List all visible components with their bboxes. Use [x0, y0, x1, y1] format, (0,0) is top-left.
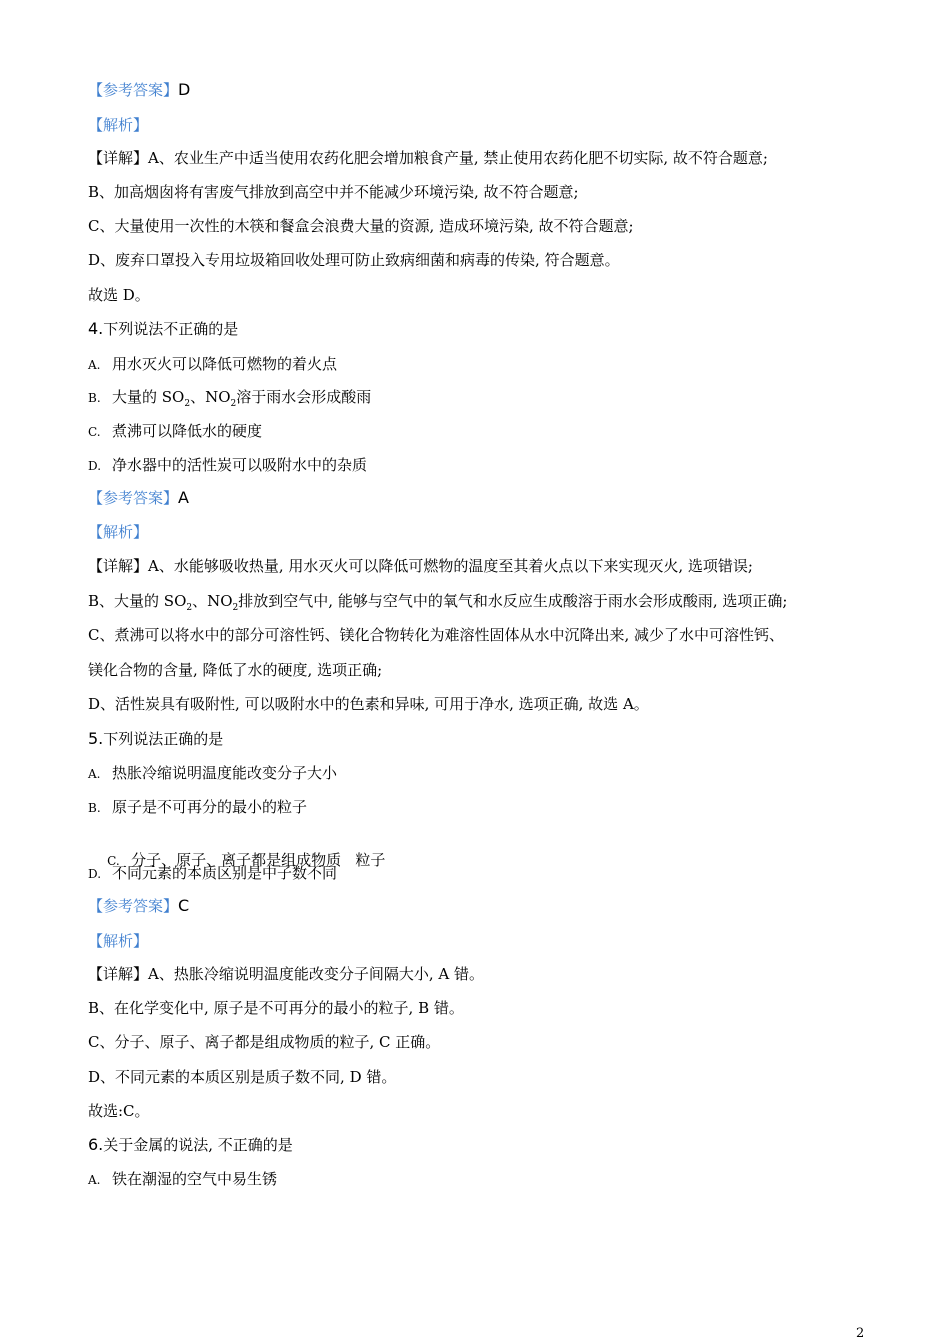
subscript: 2 [230, 399, 237, 409]
answer-tag: 【参考答案】 [88, 897, 179, 915]
q3-conclusion: 故选 D。 [88, 286, 150, 304]
option-letter: B. [88, 801, 101, 815]
detail-tag: 【详解】 [88, 965, 149, 983]
question-text: 下列说法不正确的是 [103, 320, 239, 338]
detail-text: 排放到空气中, 能够与空气中的氧气和水反应生成酸溶于雨水会形成酸雨, 选项正确; [238, 592, 788, 610]
answer-value: C [178, 896, 190, 915]
option-text: 用水灭火可以降低可燃物的着火点 [112, 355, 338, 373]
q4-analysis-tag: 【解析】 [88, 523, 149, 541]
option-letter: C. [88, 425, 101, 439]
option-text: 不同元素的本质区别是中子数不同 [112, 864, 338, 882]
subscript: 2 [184, 399, 191, 409]
answer-tag: 【参考答案】 [88, 81, 179, 99]
q5-option-b [88, 797, 878, 818]
question-text: 关于金属的说法, 不正确的是 [103, 1136, 293, 1154]
detail-text: 、NO [192, 592, 233, 610]
subscript: 2 [186, 603, 193, 613]
detail-text: A、水能够吸收热量, 用水灭火可以降低可燃物的温度至其着火点以下来实现灭火, 选项错误; [148, 557, 753, 575]
q4-answer-line [88, 488, 878, 508]
option-letter: C. [107, 854, 120, 868]
option-letter: D. [88, 459, 102, 473]
option-text: 净水器中的活性炭可以吸附水中的杂质 [112, 456, 368, 474]
q4-detail-line: C、煮沸可以将水中的部分可溶性钙、镁化合物转化为难溶性固体从水中沉降出来, 减少了水中可溶性钙、 [88, 626, 785, 644]
detail-tag: 【详解】 [88, 149, 149, 167]
question-text: 下列说法正确的是 [103, 730, 224, 748]
q6-stem [88, 1135, 878, 1155]
detail-text: A、农业生产中适当使用农药化肥会增加粮食产量, 禁止使用农药化肥不切实际, 故不符合题意; [148, 149, 768, 167]
option-text: 热胀冷缩说明温度能改变分子大小 [112, 764, 338, 782]
q3-detail-line: C、大量使用一次性的木筷和餐盒会浪费大量的资源, 造成环境污染, 故不符合题意; [88, 217, 634, 235]
q4-detail-line [88, 556, 878, 576]
option-text: 铁在潮湿的空气中易生锈 [112, 1170, 278, 1188]
option-letter: A. [88, 1173, 101, 1187]
detail-tag: 【详解】 [88, 557, 149, 575]
q4-detail-line [88, 591, 878, 618]
option-text: 大量的 SO [112, 388, 185, 406]
option-text: 原子是不可再分的最小的粒子 [112, 798, 308, 816]
q5-analysis-tag: 【解析】 [88, 932, 149, 950]
question-number: 4. [88, 319, 104, 338]
q3-analysis-tag: 【解析】 [88, 116, 149, 134]
answer-value: A [178, 488, 189, 507]
q5-conclusion: 故选:C。 [88, 1102, 150, 1120]
option-letter: B. [88, 391, 101, 405]
q3-answer-line [88, 80, 878, 100]
q5-detail-line: D、不同元素的本质区别是质子数不同, D 错。 [88, 1068, 397, 1086]
q5-detail-line: C、分子、原子、离子都是组成物质的粒子, C 正确。 [88, 1033, 441, 1051]
q5-detail-line: B、在化学变化中, 原子是不可再分的最小的粒子, B 错。 [88, 999, 464, 1017]
q5-detail-line [88, 964, 878, 984]
page-number: 2 [856, 1326, 865, 1341]
option-letter: A. [88, 358, 101, 372]
answer-tag: 【参考答案】 [88, 489, 179, 507]
q3-detail-line [88, 148, 878, 168]
option-text: 溶于雨水会形成酸雨 [236, 388, 372, 406]
q5-answer-line [88, 896, 878, 916]
detail-text: B、大量的 SO [88, 592, 187, 610]
q3-detail-line: D、废弃口罩投入专用垃圾箱回收处理可防止致病细菌和病毒的传染, 符合题意。 [88, 251, 620, 269]
q4-option-a [88, 354, 878, 375]
detail-text: A、热胀冷缩说明温度能改变分子间隔大小, A 错。 [148, 965, 484, 983]
q5-option-a [88, 763, 878, 784]
q4-option-b [88, 387, 878, 414]
q4-option-d [88, 455, 878, 476]
question-number: 5. [88, 729, 104, 748]
q4-stem [88, 319, 878, 339]
option-text: 分子、原子、离子都是组成物质 粒子 [131, 851, 386, 869]
q4-detail-line: 镁化合物的含量, 降低了水的硬度, 选项正确; [88, 661, 383, 679]
option-letter: D. [88, 867, 102, 881]
q6-option-a [88, 1169, 878, 1190]
q5-option-d [88, 863, 878, 884]
q5-stem [88, 729, 878, 749]
question-number: 6. [88, 1135, 104, 1154]
q4-option-c [88, 421, 878, 442]
option-text: 、NO [190, 388, 231, 406]
option-text: 煮沸可以降低水的硬度 [112, 422, 263, 440]
q3-detail-line: B、加高烟囱将有害废气排放到高空中并不能减少环境污染, 故不符合题意; [88, 183, 579, 201]
subscript: 2 [232, 603, 239, 613]
option-letter: A. [88, 767, 101, 781]
q4-detail-line: D、活性炭具有吸附性, 可以吸附水中的色素和异味, 可用于净水, 选项正确, 故选 A。 [88, 695, 649, 713]
answer-value: D [178, 80, 191, 99]
